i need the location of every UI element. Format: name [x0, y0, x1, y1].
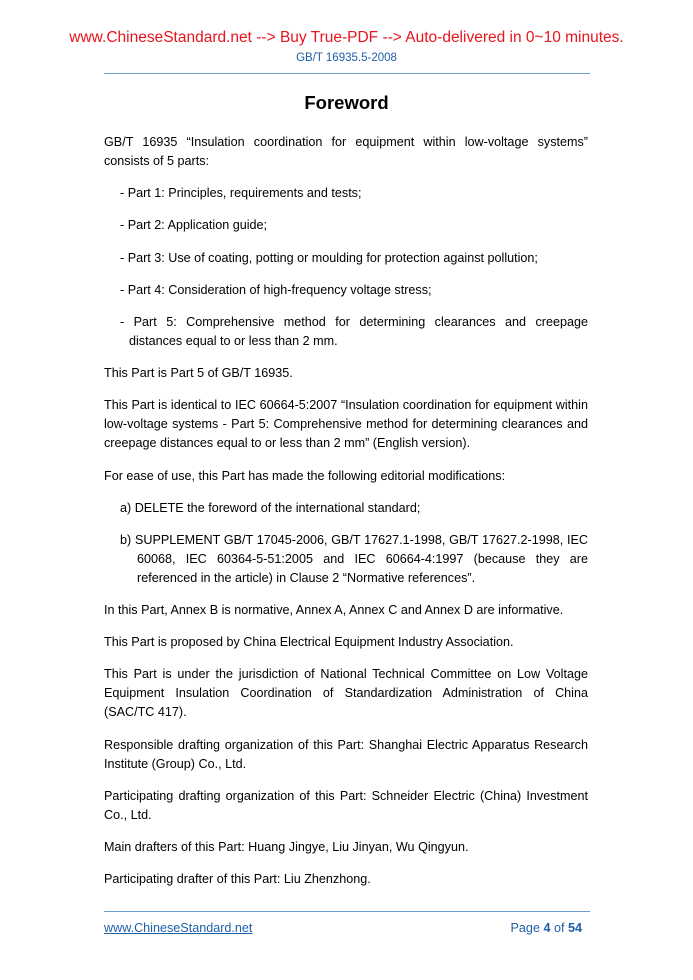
list-item-part2: - Part 2: Application guide;: [120, 218, 268, 233]
footer-divider: [104, 911, 590, 912]
list-item-part3: - Part 3: Use of coating, potting or moulding for protection against pollution;: [120, 250, 538, 265]
paragraph-annexes: In this Part, Annex B is normative, Annex A, Annex C and Annex D are informative.: [104, 603, 564, 618]
header-banner[interactable]: www.ChineseStandard.net --> Buy True-PDF --> Auto-delivered in 0~10 minutes.: [69, 29, 624, 46]
paragraph-jurisdiction: This Part is under the jurisdiction of National Technical Committee on Low Voltage Equipment Insulation Coordination of Standardization Administration of China (SAC/TC 417).: [104, 667, 588, 720]
paragraph-editorial: For ease of use, this Part has made the following editorial modifications:: [104, 468, 506, 483]
list-item-part4: - Part 4: Consideration of high-frequency voltage stress;: [120, 282, 432, 297]
of-label: of: [553, 921, 565, 935]
page-number: 4: [543, 921, 551, 935]
list-item-mod-a: a) DELETE the foreword of the international standard;: [120, 500, 421, 515]
paragraph-participating-org: Participating drafting organization of this Part: Schneider Electric (China) Investment Co., Ltd.: [104, 788, 588, 822]
list-item-part5: - Part 5: Comprehensive method for determining clearances and creepage distances equal to or less than 2 mm.: [120, 314, 588, 348]
page-title: Foreword: [304, 92, 389, 113]
standard-number: GB/T 16935.5-2008: [296, 52, 397, 64]
list-item-part1: - Part 1: Principles, requirements and tests;: [120, 186, 362, 201]
footer-link[interactable]: www.ChineseStandard.net: [104, 921, 253, 935]
page-indicator: [511, 921, 582, 935]
paragraph-proposed: This Part is proposed by China Electrical Equipment Industry Association.: [104, 635, 514, 650]
paragraph-identical: This Part is identical to IEC 60664-5:2007 “Insulation coordination for equipment within low-voltage systems - Part 5: Comprehensive method for determining clearances and creepage distances equal to or less than 2 mm” (English version).: [104, 398, 588, 451]
total-pages: 54: [567, 921, 582, 935]
list-item-mod-b: b) SUPPLEMENT GB/T 17045-2006, GB/T 17627.1-1998, GB/T 17627.2-1998, IEC 60068, IEC 60364-5-51:2005 and IEC 60664-4:1997 (because they are referenced in the article) in Clause 2 “Normative references”.: [120, 532, 588, 585]
paragraph-intro: GB/T 16935 “Insulation coordination for equipment within low-voltage systems” consists of 5 parts:: [104, 135, 588, 168]
paragraph-main-drafters: Main drafters of this Part: Huang Jingye, Liu Jinyan, Wu Qingyun.: [104, 840, 469, 854]
paragraph-responsible: Responsible drafting organization of this Part: Shanghai Electric Apparatus Research Institute (Group) Co., Ltd.: [104, 737, 588, 771]
document-body: [104, 133, 588, 902]
paragraph-this-part: This Part is Part 5 of GB/T 16935.: [104, 366, 293, 381]
page-label: Page: [510, 921, 540, 935]
paragraph-participating-drafter: Participating drafter of this Part: Liu Zhenzhong.: [104, 872, 371, 887]
header-divider: [104, 73, 590, 74]
